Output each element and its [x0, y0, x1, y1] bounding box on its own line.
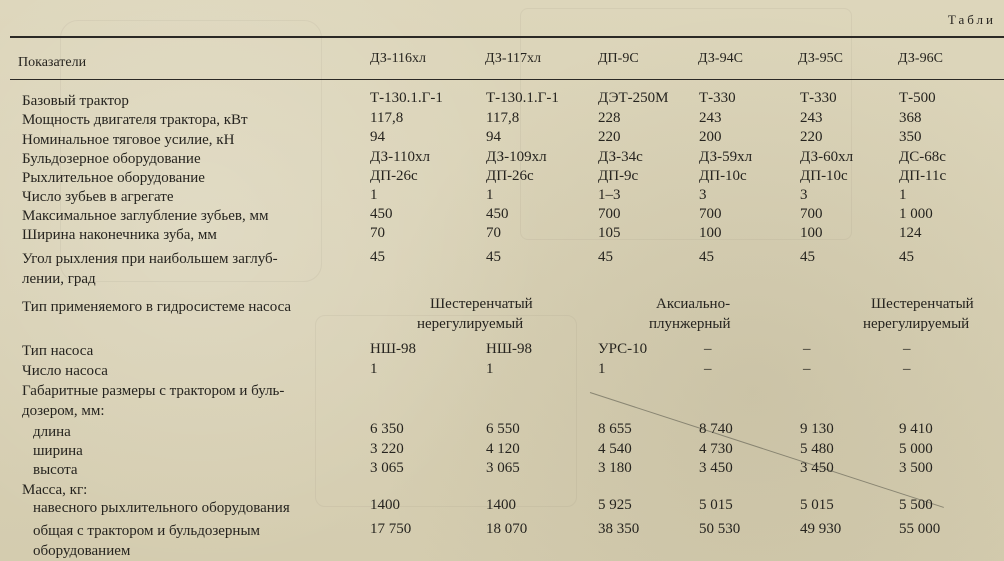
cell-base-tractor-6: Т-500	[899, 90, 936, 106]
cell-length-6: 9 410	[899, 421, 933, 437]
cell-pump-type-4: –	[704, 341, 712, 357]
cell-angle-6: 45	[899, 249, 914, 265]
cell-pump-count-5: –	[803, 361, 811, 377]
cell-base-tractor-1: Т-130.1.Г-1	[370, 90, 443, 106]
cell-ripper-equipment-2: ДП-26с	[486, 168, 534, 184]
cell-mounted-ripper-mass-5: 5 015	[800, 497, 834, 513]
cell-mounted-ripper-mass-6: 5 500	[899, 497, 933, 513]
row-label-angle-line-1: Угол рыхления при наибольшем заглуб-	[22, 251, 278, 267]
cell-mounted-ripper-mass-4: 5 015	[699, 497, 733, 513]
background-ghost-mark	[315, 315, 577, 507]
header-col-3: ДП-9С	[598, 51, 639, 66]
row-label-teeth-count: Число зубьев в агрегате	[22, 189, 174, 205]
cell-pump-type-1: НШ-98	[370, 341, 416, 357]
row-label-nominal-force: Номинальное тяговое усилие, кН	[22, 132, 235, 148]
cell-bulldozer-equipment-6: ДС-68с	[899, 149, 946, 165]
cell-pump-type-6: –	[903, 341, 911, 357]
cell-total-mass-6: 55 000	[899, 521, 941, 537]
cell-pump-count-1: 1	[370, 361, 378, 377]
cell-tip-width-4: 100	[699, 225, 722, 241]
cell-length-5: 9 130	[800, 421, 834, 437]
cell-height-3: 3 180	[598, 460, 632, 476]
cell-teeth-count-4: 3	[699, 187, 707, 203]
cell-nominal-force-1: 94	[370, 129, 385, 145]
cell-pump-count-4: –	[704, 361, 712, 377]
header-col-2: ДЗ-117хл	[485, 51, 542, 66]
cell-pump-type-5: –	[803, 341, 811, 357]
cell-nominal-force-5: 220	[800, 129, 823, 145]
row-label-total-mass-line-1: общая с трактором и бульдозерным	[33, 523, 261, 539]
cell-ripper-equipment-3: ДП-9с	[598, 168, 639, 184]
row-label-dimensions-line-2: дозером, мм:	[22, 403, 105, 419]
cell-engine-power-4: 243	[699, 110, 722, 126]
diagonal-crease-line	[590, 392, 944, 508]
cell-mounted-ripper-mass-2: 1400	[486, 497, 516, 513]
cell-height-6: 3 500	[899, 460, 933, 476]
cell-bulldozer-equipment-5: ДЗ-60хл	[800, 149, 854, 165]
pump-group-3-line-2: нерегулируемый	[863, 316, 970, 332]
row-label-pump-count: Число насоса	[22, 363, 108, 379]
cell-width-1: 3 220	[370, 441, 404, 457]
table-top-rule	[10, 36, 1004, 38]
cell-max-depth-1: 450	[370, 206, 393, 222]
cell-max-depth-5: 700	[800, 206, 823, 222]
cell-angle-4: 45	[699, 249, 714, 265]
table-caption: Табли	[947, 12, 996, 27]
cell-height-1: 3 065	[370, 460, 404, 476]
cell-tip-width-2: 70	[486, 225, 501, 241]
cell-teeth-count-2: 1	[486, 187, 494, 203]
cell-ripper-equipment-5: ДП-10с	[800, 168, 848, 184]
row-label-angle-line-2: лении, град	[22, 271, 96, 287]
cell-engine-power-5: 243	[800, 110, 823, 126]
row-label-width: ширина	[33, 443, 83, 459]
cell-width-2: 4 120	[486, 441, 520, 457]
cell-bulldozer-equipment-2: ДЗ-109хл	[486, 149, 547, 165]
header-col-6: ДЗ-96С	[898, 51, 943, 66]
header-indicators: Показатели	[18, 55, 87, 70]
cell-pump-type-2: НШ-98	[486, 341, 532, 357]
row-label-bulldozer-equipment: Бульдозерное оборудование	[22, 151, 201, 167]
pump-group-2-line-2: плунжерный	[649, 316, 731, 332]
table-header-rule	[10, 79, 1004, 80]
cell-length-4: 8 740	[699, 421, 733, 437]
cell-width-5: 5 480	[800, 441, 834, 457]
header-col-1: ДЗ-116хл	[370, 51, 427, 66]
cell-angle-1: 45	[370, 249, 385, 265]
row-label-tip-width: Ширина наконечника зуба, мм	[22, 227, 217, 243]
cell-base-tractor-4: Т-330	[699, 90, 736, 106]
cell-total-mass-2: 18 070	[486, 521, 528, 537]
cell-max-depth-6: 1 000	[899, 206, 933, 222]
row-label-pump-type-in-system: Тип применяемого в гидросистеме насоса	[22, 299, 292, 315]
cell-tip-width-3: 105	[598, 225, 621, 241]
cell-tip-width-1: 70	[370, 225, 385, 241]
cell-mounted-ripper-mass-1: 1400	[370, 497, 400, 513]
cell-angle-2: 45	[486, 249, 501, 265]
cell-pump-count-2: 1	[486, 361, 494, 377]
cell-length-1: 6 350	[370, 421, 404, 437]
row-label-base-tractor: Базовый трактор	[22, 93, 129, 109]
cell-engine-power-2: 117,8	[486, 110, 520, 126]
row-label-engine-power: Мощность двигателя трактора, кВт	[22, 112, 248, 128]
row-label-mass: Масса, кг:	[22, 482, 88, 498]
cell-ripper-equipment-6: ДП-11с	[899, 168, 947, 184]
cell-max-depth-4: 700	[699, 206, 722, 222]
cell-mounted-ripper-mass-3: 5 925	[598, 497, 632, 513]
pump-group-2-line-1: Аксиально-	[656, 296, 731, 312]
cell-width-4: 4 730	[699, 441, 733, 457]
cell-total-mass-1: 17 750	[370, 521, 412, 537]
cell-angle-5: 45	[800, 249, 815, 265]
cell-nominal-force-3: 220	[598, 129, 621, 145]
pump-group-1-line-1: Шестеренчатый	[430, 296, 533, 312]
row-label-height: высота	[33, 462, 78, 478]
cell-total-mass-5: 49 930	[800, 521, 842, 537]
cell-bulldozer-equipment-3: ДЗ-34с	[598, 149, 643, 165]
cell-width-3: 4 540	[598, 441, 632, 457]
cell-engine-power-1: 117,8	[370, 110, 404, 126]
pump-group-1-line-2: нерегулируемый	[417, 316, 524, 332]
cell-base-tractor-2: Т-130.1.Г-1	[486, 90, 559, 106]
cell-pump-count-6: –	[903, 361, 911, 377]
cell-teeth-count-3: 1–3	[598, 187, 621, 203]
cell-bulldozer-equipment-1: ДЗ-110хл	[370, 149, 431, 165]
cell-engine-power-6: 368	[899, 110, 922, 126]
cell-teeth-count-1: 1	[370, 187, 378, 203]
cell-tip-width-6: 124	[899, 225, 922, 241]
cell-nominal-force-4: 200	[699, 129, 722, 145]
row-label-length: длина	[33, 424, 71, 440]
pump-group-3-line-1: Шестеренчатый	[871, 296, 974, 312]
cell-length-2: 6 550	[486, 421, 520, 437]
cell-engine-power-3: 228	[598, 110, 621, 126]
cell-nominal-force-6: 350	[899, 129, 922, 145]
row-label-mounted-ripper-mass: навесного рыхлительного оборудования	[33, 500, 290, 516]
cell-width-6: 5 000	[899, 441, 933, 457]
cell-angle-3: 45	[598, 249, 613, 265]
row-label-ripper-equipment: Рыхлительное оборудование	[22, 170, 205, 186]
row-label-dimensions-line-1: Габаритные размеры с трактором и буль-	[22, 383, 285, 399]
cell-length-3: 8 655	[598, 421, 632, 437]
cell-ripper-equipment-4: ДП-10с	[699, 168, 747, 184]
row-label-pump-type: Тип насоса	[22, 343, 94, 359]
cell-base-tractor-3: ДЭТ-250М	[598, 90, 669, 106]
cell-pump-count-3: 1	[598, 361, 606, 377]
cell-tip-width-5: 100	[800, 225, 823, 241]
row-label-max-depth: Максимальное заглубление зубьев, мм	[22, 208, 269, 224]
cell-max-depth-3: 700	[598, 206, 621, 222]
cell-total-mass-4: 50 530	[699, 521, 741, 537]
cell-ripper-equipment-1: ДП-26с	[370, 168, 418, 184]
cell-teeth-count-5: 3	[800, 187, 808, 203]
cell-teeth-count-6: 1	[899, 187, 907, 203]
cell-height-5: 3 450	[800, 460, 834, 476]
row-label-total-mass-line-2: оборудованием	[33, 543, 131, 559]
header-col-4: ДЗ-94С	[698, 51, 743, 66]
cell-max-depth-2: 450	[486, 206, 509, 222]
cell-total-mass-3: 38 350	[598, 521, 640, 537]
cell-base-tractor-5: Т-330	[800, 90, 837, 106]
cell-pump-type-3: УРС-10	[598, 341, 648, 357]
cell-bulldozer-equipment-4: ДЗ-59хл	[699, 149, 753, 165]
cell-height-2: 3 065	[486, 460, 520, 476]
cell-nominal-force-2: 94	[486, 129, 501, 145]
header-col-5: ДЗ-95С	[798, 51, 843, 66]
cell-height-4: 3 450	[699, 460, 733, 476]
